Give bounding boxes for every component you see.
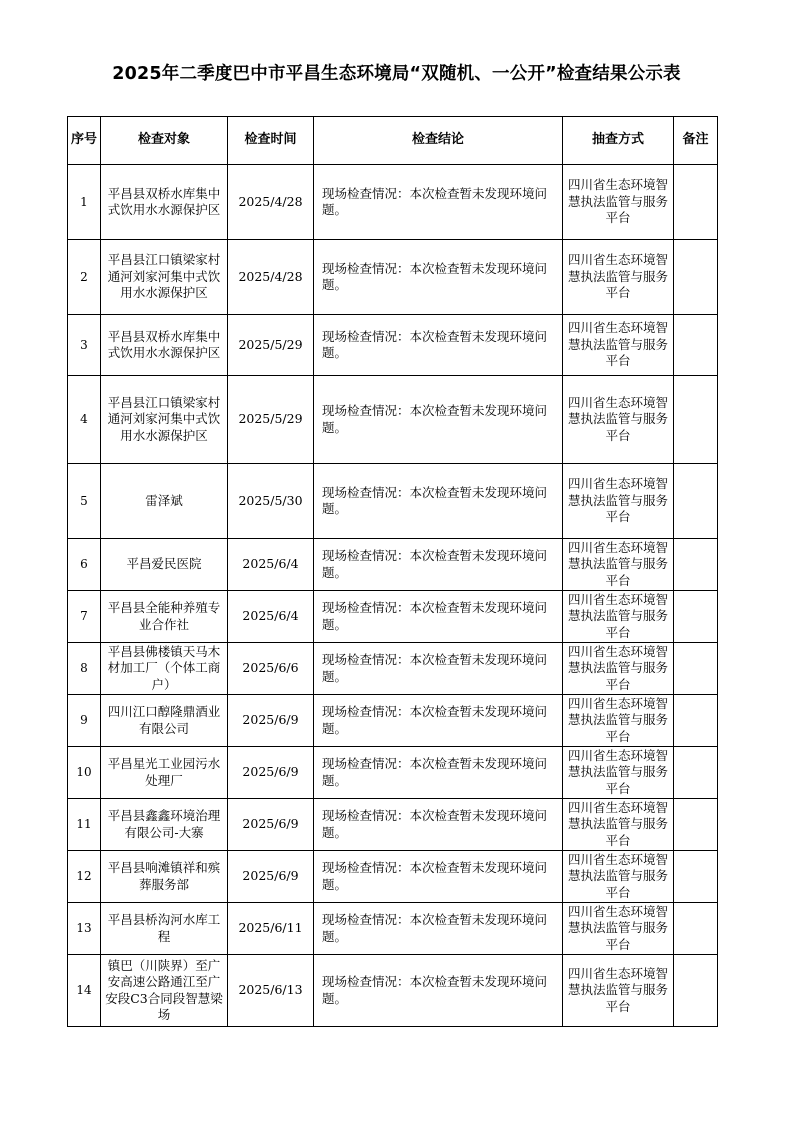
cell-time: 2025/5/29 — [228, 315, 314, 376]
cell-method: 四川省生态环境智慧执法监管与服务平台 — [563, 643, 674, 695]
cell-method: 四川省生态环境智慧执法监管与服务平台 — [563, 799, 674, 851]
cell-object: 平昌县鑫鑫环境治理有限公司-大寨 — [101, 799, 228, 851]
cell-time: 2025/6/4 — [228, 591, 314, 643]
cell-method: 四川省生态环境智慧执法监管与服务平台 — [563, 376, 674, 464]
cell-object: 平昌县江口镇梁家村通河刘家河集中式饮用水水源保护区 — [101, 240, 228, 315]
cell-remark — [674, 376, 718, 464]
cell-seq: 10 — [68, 747, 101, 799]
cell-object: 平昌县双桥水库集中式饮用水水源保护区 — [101, 165, 228, 240]
table-row — [68, 240, 718, 315]
cell-seq: 7 — [68, 591, 101, 643]
table-header-row — [68, 117, 718, 165]
cell-conclusion: 现场检查情况：本次检查暂未发现环境问题。 — [314, 643, 563, 695]
cell-time: 2025/5/30 — [228, 464, 314, 539]
cell-object: 平昌县双桥水库集中式饮用水水源保护区 — [101, 315, 228, 376]
cell-remark — [674, 240, 718, 315]
cell-conclusion: 现场检查情况：本次检查暂未发现环境问题。 — [314, 376, 563, 464]
header-time: 检查时间 — [228, 117, 314, 165]
cell-remark — [674, 695, 718, 747]
table-row — [68, 315, 718, 376]
cell-seq: 1 — [68, 165, 101, 240]
cell-method: 四川省生态环境智慧执法监管与服务平台 — [563, 695, 674, 747]
cell-remark — [674, 903, 718, 955]
cell-conclusion: 现场检查情况：本次检查暂未发现环境问题。 — [314, 903, 563, 955]
page-title: 2025年二季度巴中市平昌生态环境局“双随机、一公开”检查结果公示表 — [112, 64, 681, 84]
cell-time: 2025/6/9 — [228, 747, 314, 799]
cell-conclusion: 现场检查情况：本次检查暂未发现环境问题。 — [314, 695, 563, 747]
cell-method: 四川省生态环境智慧执法监管与服务平台 — [563, 464, 674, 539]
cell-conclusion: 现场检查情况：本次检查暂未发现环境问题。 — [314, 591, 563, 643]
cell-remark — [674, 643, 718, 695]
cell-seq: 4 — [68, 376, 101, 464]
table-row — [68, 955, 718, 1027]
cell-time: 2025/6/4 — [228, 539, 314, 591]
cell-seq: 11 — [68, 799, 101, 851]
cell-conclusion: 现场检查情况：本次检查暂未发现环境问题。 — [314, 799, 563, 851]
header-seq: 序号 — [68, 117, 101, 165]
cell-remark — [674, 851, 718, 903]
inspection-results-table — [67, 116, 718, 1027]
table-row — [68, 851, 718, 903]
cell-conclusion: 现场检查情况：本次检查暂未发现环境问题。 — [314, 851, 563, 903]
table-row — [68, 695, 718, 747]
table-row — [68, 643, 718, 695]
table-row — [68, 165, 718, 240]
cell-remark — [674, 799, 718, 851]
cell-seq: 8 — [68, 643, 101, 695]
cell-method: 四川省生态环境智慧执法监管与服务平台 — [563, 539, 674, 591]
cell-conclusion: 现场检查情况：本次检查暂未发现环境问题。 — [314, 747, 563, 799]
cell-seq: 14 — [68, 955, 101, 1027]
header-remark: 备注 — [674, 117, 718, 165]
cell-method: 四川省生态环境智慧执法监管与服务平台 — [563, 165, 674, 240]
cell-remark — [674, 464, 718, 539]
cell-seq: 2 — [68, 240, 101, 315]
cell-object: 平昌县全能种养殖专业合作社 — [101, 591, 228, 643]
cell-seq: 12 — [68, 851, 101, 903]
cell-conclusion: 现场检查情况：本次检查暂未发现环境问题。 — [314, 464, 563, 539]
cell-remark — [674, 315, 718, 376]
cell-object: 平昌县江口镇梁家村通河刘家河集中式饮用水水源保护区 — [101, 376, 228, 464]
cell-seq: 6 — [68, 539, 101, 591]
cell-object: 镇巴（川陕界）至广安高速公路通江至广安段C3合同段智慧梁场 — [101, 955, 228, 1027]
cell-time: 2025/6/9 — [228, 799, 314, 851]
cell-method: 四川省生态环境智慧执法监管与服务平台 — [563, 903, 674, 955]
header-object: 检查对象 — [101, 117, 228, 165]
cell-object: 平昌县响滩镇祥和殡葬服务部 — [101, 851, 228, 903]
cell-method: 四川省生态环境智慧执法监管与服务平台 — [563, 240, 674, 315]
cell-conclusion: 现场检查情况：本次检查暂未发现环境问题。 — [314, 165, 563, 240]
cell-time: 2025/5/29 — [228, 376, 314, 464]
cell-time: 2025/6/13 — [228, 955, 314, 1027]
cell-object: 平昌星光工业园污水处理厂 — [101, 747, 228, 799]
cell-conclusion: 现场检查情况：本次检查暂未发现环境问题。 — [314, 539, 563, 591]
cell-remark — [674, 539, 718, 591]
cell-object: 平昌县佛楼镇天马木材加工厂（个体工商户） — [101, 643, 228, 695]
cell-object: 四川江口醇隆鼎酒业有限公司 — [101, 695, 228, 747]
cell-seq: 13 — [68, 903, 101, 955]
cell-object: 平昌爱民医院 — [101, 539, 228, 591]
header-method: 抽查方式 — [563, 117, 674, 165]
table-row — [68, 539, 718, 591]
cell-time: 2025/6/6 — [228, 643, 314, 695]
table-row — [68, 799, 718, 851]
cell-conclusion: 现场检查情况：本次检查暂未发现环境问题。 — [314, 955, 563, 1027]
cell-method: 四川省生态环境智慧执法监管与服务平台 — [563, 591, 674, 643]
table-row — [68, 464, 718, 539]
table-row — [68, 376, 718, 464]
cell-remark — [674, 165, 718, 240]
cell-remark — [674, 955, 718, 1027]
table-row — [68, 591, 718, 643]
table-row — [68, 903, 718, 955]
cell-seq: 9 — [68, 695, 101, 747]
header-conclusion: 检查结论 — [314, 117, 563, 165]
cell-method: 四川省生态环境智慧执法监管与服务平台 — [563, 315, 674, 376]
cell-time: 2025/4/28 — [228, 165, 314, 240]
cell-remark — [674, 591, 718, 643]
cell-time: 2025/4/28 — [228, 240, 314, 315]
cell-method: 四川省生态环境智慧执法监管与服务平台 — [563, 747, 674, 799]
cell-object: 雷泽斌 — [101, 464, 228, 539]
cell-method: 四川省生态环境智慧执法监管与服务平台 — [563, 955, 674, 1027]
cell-object: 平昌县桥沟河水库工程 — [101, 903, 228, 955]
cell-method: 四川省生态环境智慧执法监管与服务平台 — [563, 851, 674, 903]
cell-seq: 3 — [68, 315, 101, 376]
cell-time: 2025/6/9 — [228, 851, 314, 903]
cell-remark — [674, 747, 718, 799]
cell-time: 2025/6/9 — [228, 695, 314, 747]
cell-time: 2025/6/11 — [228, 903, 314, 955]
cell-conclusion: 现场检查情况：本次检查暂未发现环境问题。 — [314, 240, 563, 315]
cell-seq: 5 — [68, 464, 101, 539]
table-row — [68, 747, 718, 799]
cell-conclusion: 现场检查情况：本次检查暂未发现环境问题。 — [314, 315, 563, 376]
